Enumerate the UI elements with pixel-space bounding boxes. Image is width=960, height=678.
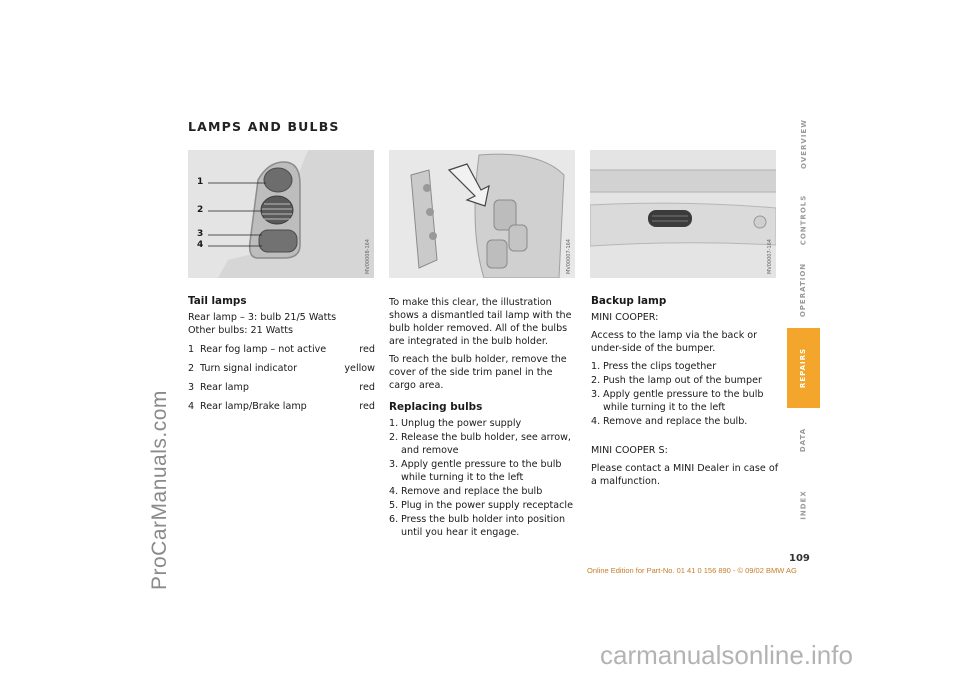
list-item: 3. Apply gentle pressure to the bulb while turning it to the left <box>389 459 562 483</box>
tail-lamps-section <box>188 295 375 419</box>
figure-code: MV00007-164 <box>566 239 572 274</box>
callout-2: 2 <box>197 205 204 215</box>
steps-list <box>591 360 781 428</box>
tab-data[interactable]: DATA <box>799 427 808 453</box>
tail-lamps-heading: Tail lamps <box>188 295 247 307</box>
list-item: 1. Press the clips together <box>591 361 717 372</box>
paragraph: To make this clear, the illustration shows a dismantled tail lamp with the bulb holder removed. All of the bulbs are integrated in the bulb holder. <box>389 297 572 347</box>
replacing-bulbs-heading: Replacing bulbs <box>389 401 483 413</box>
list-item: 5. Plug in the power supply receptacle <box>389 500 573 511</box>
page-number: 109 <box>789 553 810 564</box>
lamp-row: 4 Rear lamp/Brake lamp red <box>188 401 375 412</box>
tab-controls[interactable]: CONTROLS <box>799 194 808 246</box>
figure-backup-lamp <box>590 150 776 278</box>
lamp-row: 1 Rear fog lamp – not active red <box>188 344 375 355</box>
list-item: 4. Remove and replace the bulb <box>389 486 543 497</box>
tab-repairs[interactable]: REPAIRS <box>787 328 820 408</box>
paragraph: Access to the lamp via the back or under-side of the bumper. <box>591 330 758 354</box>
list-item: 6. Press the bulb holder into position until you hear it engage. <box>389 514 566 538</box>
tab-operation[interactable]: OPERATION <box>799 262 808 318</box>
paragraph: Please contact a MINI Dealer in case of a malfunction. <box>591 463 779 487</box>
figure-bulb-holder <box>389 150 575 278</box>
steps-list <box>389 417 579 539</box>
tab-overview[interactable]: OVERVIEW <box>799 119 808 169</box>
lamp-row: 2 Turn signal indicator yellow <box>188 363 375 374</box>
tab-index[interactable]: INDEX <box>799 490 808 520</box>
figure-code: MV00007-164 <box>767 239 773 274</box>
list-item: 3. Apply gentle pressure to the bulb while turning it to the left <box>591 389 764 413</box>
list-item: 2. Push the lamp out of the bumper <box>591 375 762 386</box>
tail-lamps-line2: Other bulbs: 21 Watts <box>188 325 294 336</box>
watermark-carmanualsonline: carmanualsonline.info <box>600 640 853 670</box>
callout-3: 3 <box>197 229 204 239</box>
model-label: MINI COOPER S: <box>591 445 668 456</box>
backup-lamp-section <box>591 295 781 493</box>
list-item: 2. Release the bulb holder, see arrow, and remove <box>389 432 571 456</box>
page-title: LAMPS AND BULBS <box>188 119 340 134</box>
backup-lamp-heading: Backup lamp <box>591 295 667 307</box>
side-nav <box>787 100 820 538</box>
replacing-bulbs-section <box>389 296 579 540</box>
tail-lamps-line1: Rear lamp – 3: bulb 21/5 Watts <box>188 312 337 323</box>
figure-code: MV00008-164 <box>365 239 371 274</box>
figure-tail-lamp <box>188 150 374 278</box>
watermark-procarmanuals: ProCarManuals.com <box>148 390 171 590</box>
lamp-row: 3 Rear lamp red <box>188 382 375 393</box>
paragraph: To reach the bulb holder, remove the cover of the side trim panel in the cargo area. <box>389 354 567 391</box>
list-item: 4. Remove and replace the bulb. <box>591 416 748 427</box>
callout-1: 1 <box>197 177 204 187</box>
list-item: 1. Unplug the power supply <box>389 418 522 429</box>
callout-4: 4 <box>197 240 204 250</box>
footer-edition: Online Edition for Part-No. 01 41 0 156 890 - © 09/02 BMW AG <box>587 566 797 575</box>
model-label: MINI COOPER: <box>591 312 659 323</box>
